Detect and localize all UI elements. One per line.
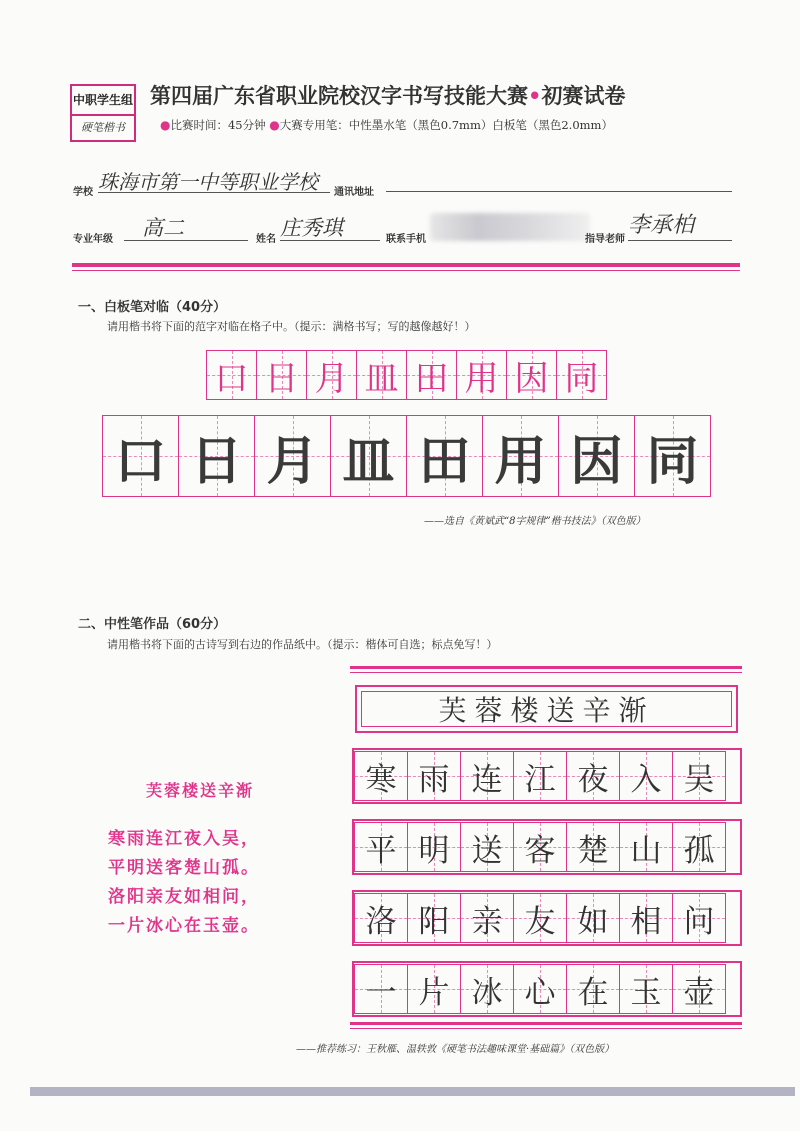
section2-instruction: 请用楷书将下面的古诗写到右边的作品纸中。（提示：楷体可自选；标点免写！） (107, 638, 498, 651)
model-char-cell (356, 350, 407, 400)
copy-char-cell[interactable] (254, 415, 331, 497)
badge-group-label: 中职学生组 (72, 86, 134, 116)
poem-line: 平明送客楚山孤。 (108, 858, 260, 878)
sheet-char: 洛 (365, 903, 397, 940)
sheet-bottom-bar-thin (350, 1028, 742, 1029)
model-char: 用 (464, 358, 499, 399)
address-label: 通讯地址 (334, 187, 374, 198)
page-title (150, 80, 625, 110)
sheet-char: 如 (577, 903, 609, 940)
sheet-bottom-bar (350, 1022, 742, 1025)
sheet-cell[interactable] (354, 822, 408, 872)
sheet-cell[interactable] (354, 893, 408, 943)
sheet-cell[interactable] (354, 751, 408, 801)
sheet-char: 吴 (683, 761, 715, 798)
sheet-title-box[interactable] (355, 685, 738, 733)
sheet-title: 芙蓉楼送辛渐 (438, 694, 655, 727)
sheet-cell[interactable] (513, 751, 567, 801)
sheet-cell[interactable] (566, 751, 620, 801)
sheet-char: 客 (524, 832, 556, 869)
copy-char: 同 (646, 431, 699, 492)
copy-char-cell[interactable] (330, 415, 407, 497)
sheet-char: 送 (471, 832, 503, 869)
sheet-cell[interactable] (407, 751, 461, 801)
badge-category-label: 硬笔楷书 (81, 121, 125, 134)
copy-char: 月 (266, 431, 319, 492)
poem-line: 寒雨连江夜入吴， (108, 829, 260, 849)
sheet-char: 相 (630, 903, 662, 940)
title-tail: 初赛试卷 (541, 84, 626, 108)
model-char-cell (206, 350, 257, 400)
model-char-cell (306, 350, 357, 400)
phone-field-redacted[interactable] (430, 213, 590, 241)
sheet-char: 连 (471, 761, 503, 798)
copy-char-cell[interactable] (558, 415, 635, 497)
model-char: 皿 (364, 358, 399, 399)
model-char-cell (456, 350, 507, 400)
copy-char: 用 (494, 431, 547, 492)
poem-title: 芙蓉楼送辛渐 (146, 781, 255, 800)
sheet-char: 山 (630, 832, 662, 869)
poem-line: 一片冰心在玉壶。 (108, 916, 260, 936)
section1-source: ——选自《黄斌武“8字规律”楷书技法》（双色版） (424, 516, 646, 527)
title-separator: • (528, 84, 542, 108)
sheet-char: 片 (418, 974, 450, 1011)
teacher-field[interactable]: 李承柏 (628, 208, 732, 241)
sheet-char: 亲 (471, 903, 503, 940)
sheet-cell[interactable] (619, 964, 673, 1014)
sheet-char: 心 (524, 974, 556, 1011)
sheet-char: 明 (418, 832, 450, 869)
sheet-char: 寒 (365, 761, 397, 798)
model-char: 同 (564, 358, 599, 399)
sheet-char: 壶 (683, 974, 715, 1011)
group-badge (70, 84, 136, 142)
sheet-top-bar (350, 666, 742, 669)
header-divider-thin (72, 270, 740, 271)
exam-pens: 大赛专用笔：中性墨水笔（黑色0.7mm）白板笔（黑色2.0mm） (279, 118, 613, 132)
sheet-cell[interactable] (460, 893, 514, 943)
copy-char-cell[interactable] (482, 415, 559, 497)
sheet-cell[interactable] (566, 893, 620, 943)
model-char: 口 (214, 358, 249, 399)
copy-char: 皿 (342, 431, 395, 492)
sheet-char: 孤 (683, 832, 715, 869)
sheet-char: 一 (365, 974, 397, 1011)
section1-instruction: 请用楷书将下面的范字对临在格子中。（提示：满格书写；写的越像越好！） (107, 320, 476, 333)
sheet-cell[interactable] (566, 822, 620, 872)
sheet-cell[interactable] (354, 964, 408, 1014)
sheet-cell[interactable] (619, 893, 673, 943)
title-main: 第四届广东省职业院校汉字书写技能大赛 (150, 84, 528, 108)
copy-char: 口 (114, 431, 167, 492)
copy-char-cell[interactable] (634, 415, 711, 497)
name-label: 姓名 (256, 234, 276, 245)
sheet-char: 阳 (418, 903, 450, 940)
sheet-char: 平 (365, 832, 397, 869)
sheet-cell[interactable] (672, 751, 726, 801)
sheet-cell[interactable] (672, 964, 726, 1014)
sheet-char: 冰 (471, 974, 503, 1011)
bullet-icon: ● (269, 118, 280, 132)
copy-char: 因 (570, 431, 623, 492)
copy-char-cell[interactable] (102, 415, 179, 497)
grade-label: 专业年级 (73, 234, 113, 245)
sheet-cell[interactable] (619, 822, 673, 872)
sheet-cell[interactable] (513, 964, 567, 1014)
sheet-cell[interactable] (460, 822, 514, 872)
section1-heading: 一、白板笔对临（40分） (78, 300, 227, 315)
sheet-char: 夜 (577, 761, 609, 798)
sheet-cell[interactable] (672, 893, 726, 943)
sheet-row (354, 893, 725, 943)
model-char-cell (556, 350, 607, 400)
sheet-cell[interactable] (407, 822, 461, 872)
model-char: 田 (414, 358, 449, 399)
sheet-char: 入 (630, 761, 662, 798)
bullet-icon: ● (160, 118, 171, 132)
model-char: 日 (264, 358, 299, 399)
sheet-cell[interactable] (672, 822, 726, 872)
sheet-cell[interactable] (407, 893, 461, 943)
sheet-cell[interactable] (460, 751, 514, 801)
address-field[interactable] (386, 190, 732, 192)
phone-label: 联系手机 (386, 234, 426, 245)
sheet-cell[interactable] (407, 964, 461, 1014)
copy-char-cell[interactable] (178, 415, 255, 497)
school-label: 学校 (73, 187, 93, 198)
poem-line: 洛阳亲友如相问， (108, 887, 260, 907)
sheet-cell[interactable] (619, 751, 673, 801)
copy-char-cell[interactable] (406, 415, 483, 497)
sheet-cell[interactable] (460, 964, 514, 1014)
school-field[interactable]: 珠海市第一中等职业学校 (98, 166, 330, 193)
header-divider (72, 263, 740, 267)
sheet-char: 江 (524, 761, 556, 798)
teacher-label: 指导老师 (585, 234, 625, 245)
footer-bar (30, 1087, 795, 1096)
sheet-char: 雨 (418, 761, 450, 798)
model-char: 因 (514, 358, 549, 399)
sheet-cell[interactable] (566, 964, 620, 1014)
sheet-char: 在 (577, 974, 609, 1011)
sheet-row (354, 751, 725, 801)
copy-char: 田 (418, 431, 471, 492)
section2-heading: 二、中性笔作品（60分） (78, 617, 227, 632)
sheet-char: 玉 (630, 974, 662, 1011)
grade-field[interactable]: 高二 (124, 212, 248, 241)
sheet-top-bar-thin (350, 672, 742, 673)
name-field[interactable]: 庄秀琪 (280, 212, 380, 241)
section2-source: ——推荐练习：王秋雁、温轶敦《硬笔书法趣味课堂·基础篇》（双色版） (296, 1044, 615, 1055)
sheet-cell[interactable] (513, 822, 567, 872)
sheet-char: 友 (524, 903, 556, 940)
exam-time: 比赛时间：45分钟 (170, 118, 266, 132)
copy-char-row (102, 415, 710, 497)
copy-char: 日 (190, 431, 243, 492)
model-char-row (206, 350, 606, 400)
sheet-row (354, 964, 725, 1014)
model-char: 月 (314, 358, 349, 399)
model-char-cell (256, 350, 307, 400)
sheet-row (354, 822, 725, 872)
exam-info (160, 117, 613, 133)
model-char-cell (506, 350, 557, 400)
sheet-cell[interactable] (513, 893, 567, 943)
model-char-cell (406, 350, 457, 400)
sheet-char: 问 (683, 903, 715, 940)
sheet-char: 楚 (577, 832, 609, 869)
